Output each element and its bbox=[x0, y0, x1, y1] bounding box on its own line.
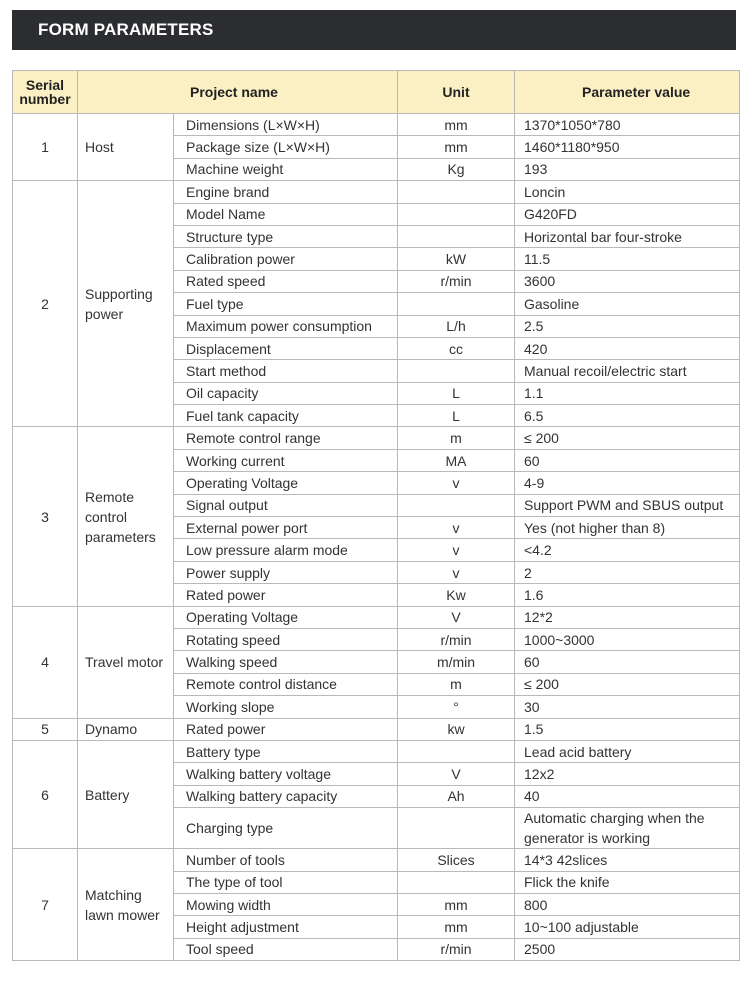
parameter-value-cell: <4.2 bbox=[515, 539, 740, 561]
serial-number-cell: 5 bbox=[13, 718, 78, 740]
serial-number-cell: 6 bbox=[13, 740, 78, 848]
parameter-name-cell: Power supply bbox=[174, 561, 398, 583]
parameter-name-cell: The type of tool bbox=[174, 871, 398, 893]
unit-cell: v bbox=[398, 539, 515, 561]
group-name-cell: Dynamo bbox=[78, 718, 174, 740]
serial-number-cell: 3 bbox=[13, 427, 78, 606]
parameter-name-cell: Number of tools bbox=[174, 849, 398, 871]
unit-cell: L/h bbox=[398, 315, 515, 337]
parameter-name-cell: Engine brand bbox=[174, 181, 398, 203]
parameter-name-cell: Battery type bbox=[174, 740, 398, 762]
parameter-name-cell: Package size (L×W×H) bbox=[174, 136, 398, 158]
unit-cell bbox=[398, 203, 515, 225]
group-name-cell: Remote control parameters bbox=[78, 427, 174, 606]
parameter-name-cell: Operating Voltage bbox=[174, 472, 398, 494]
unit-cell: mm bbox=[398, 136, 515, 158]
parameter-name-cell: Rotating speed bbox=[174, 628, 398, 650]
header-project-name: Project name bbox=[78, 71, 398, 114]
unit-cell: m bbox=[398, 673, 515, 695]
parameter-name-cell: Tool speed bbox=[174, 938, 398, 960]
parameter-value-cell: Flick the knife bbox=[515, 871, 740, 893]
unit-cell bbox=[398, 360, 515, 382]
group-name-cell: Host bbox=[78, 114, 174, 181]
parameter-name-cell: Working current bbox=[174, 449, 398, 471]
parameter-name-cell: Mowing width bbox=[174, 893, 398, 915]
table-row bbox=[13, 114, 740, 136]
parameter-value-cell: 420 bbox=[515, 337, 740, 359]
parameter-name-cell: Fuel type bbox=[174, 293, 398, 315]
parameter-value-cell: Support PWM and SBUS output bbox=[515, 494, 740, 516]
parameter-value-cell: 12*2 bbox=[515, 606, 740, 628]
parameter-name-cell: Charging type bbox=[174, 808, 398, 849]
parameter-name-cell: Maximum power consumption bbox=[174, 315, 398, 337]
unit-cell: v bbox=[398, 561, 515, 583]
parameter-value-cell: Gasoline bbox=[515, 293, 740, 315]
parameter-value-cell: 14*3 42slices bbox=[515, 849, 740, 871]
unit-cell: mm bbox=[398, 114, 515, 136]
parameter-value-cell: 1.6 bbox=[515, 584, 740, 606]
parameter-value-cell: Horizontal bar four-stroke bbox=[515, 225, 740, 247]
parameter-value-cell: ≤ 200 bbox=[515, 427, 740, 449]
parameter-value-cell: 10~100 adjustable bbox=[515, 916, 740, 938]
table-body bbox=[13, 114, 740, 961]
parameter-name-cell: Walking battery voltage bbox=[174, 763, 398, 785]
parameter-name-cell: Start method bbox=[174, 360, 398, 382]
parameter-name-cell: Rated power bbox=[174, 584, 398, 606]
unit-cell bbox=[398, 293, 515, 315]
parameter-value-cell: 2.5 bbox=[515, 315, 740, 337]
parameter-name-cell: Height adjustment bbox=[174, 916, 398, 938]
unit-cell: V bbox=[398, 606, 515, 628]
unit-cell: Slices bbox=[398, 849, 515, 871]
serial-number-cell: 2 bbox=[13, 181, 78, 427]
unit-cell: kW bbox=[398, 248, 515, 270]
parameter-value-cell: Yes (not higher than 8) bbox=[515, 517, 740, 539]
unit-cell: ° bbox=[398, 696, 515, 718]
parameter-name-cell: Fuel tank capacity bbox=[174, 405, 398, 427]
parameter-value-cell: Manual recoil/electric start bbox=[515, 360, 740, 382]
parameter-value-cell: 11.5 bbox=[515, 248, 740, 270]
table-header-row bbox=[13, 71, 740, 114]
unit-cell: MA bbox=[398, 449, 515, 471]
parameters-table bbox=[12, 70, 740, 961]
parameter-name-cell: Rated speed bbox=[174, 270, 398, 292]
parameter-value-cell: 60 bbox=[515, 449, 740, 471]
parameter-value-cell: Automatic charging when the generator is working bbox=[515, 808, 740, 849]
parameter-value-cell: 1370*1050*780 bbox=[515, 114, 740, 136]
group-name-cell: Matching lawn mower bbox=[78, 849, 174, 961]
parameter-name-cell: Signal output bbox=[174, 494, 398, 516]
table-row bbox=[13, 606, 740, 628]
header-serial-number: Serial number bbox=[13, 71, 78, 114]
parameter-value-cell: 800 bbox=[515, 893, 740, 915]
parameter-name-cell: Structure type bbox=[174, 225, 398, 247]
table-row bbox=[13, 718, 740, 740]
header-parameter-value: Parameter value bbox=[515, 71, 740, 114]
table-row bbox=[13, 849, 740, 871]
parameter-value-cell: 2 bbox=[515, 561, 740, 583]
parameter-name-cell: Model Name bbox=[174, 203, 398, 225]
unit-cell: m/min bbox=[398, 651, 515, 673]
parameter-name-cell: Operating Voltage bbox=[174, 606, 398, 628]
parameter-name-cell: Working slope bbox=[174, 696, 398, 718]
group-name-cell: Travel motor bbox=[78, 606, 174, 718]
table-row bbox=[13, 181, 740, 203]
unit-cell bbox=[398, 740, 515, 762]
unit-cell: mm bbox=[398, 893, 515, 915]
parameter-name-cell: Walking battery capacity bbox=[174, 785, 398, 807]
header-unit: Unit bbox=[398, 71, 515, 114]
unit-cell: Kg bbox=[398, 158, 515, 180]
unit-cell: r/min bbox=[398, 270, 515, 292]
parameter-name-cell: Rated power bbox=[174, 718, 398, 740]
unit-cell: v bbox=[398, 517, 515, 539]
parameter-value-cell: 1.1 bbox=[515, 382, 740, 404]
serial-number-cell: 4 bbox=[13, 606, 78, 718]
parameter-value-cell: 3600 bbox=[515, 270, 740, 292]
parameter-value-cell: Loncin bbox=[515, 181, 740, 203]
unit-cell: L bbox=[398, 382, 515, 404]
parameter-value-cell: Lead acid battery bbox=[515, 740, 740, 762]
unit-cell bbox=[398, 871, 515, 893]
unit-cell bbox=[398, 494, 515, 516]
parameter-name-cell: Walking speed bbox=[174, 651, 398, 673]
parameter-name-cell: Calibration power bbox=[174, 248, 398, 270]
parameter-name-cell: Oil capacity bbox=[174, 382, 398, 404]
group-name-cell: Battery bbox=[78, 740, 174, 848]
serial-number-cell: 7 bbox=[13, 849, 78, 961]
parameter-name-cell: Machine weight bbox=[174, 158, 398, 180]
parameter-value-cell: 40 bbox=[515, 785, 740, 807]
unit-cell: kw bbox=[398, 718, 515, 740]
unit-cell: V bbox=[398, 763, 515, 785]
table-row bbox=[13, 427, 740, 449]
table-row bbox=[13, 740, 740, 762]
parameter-value-cell: 1000~3000 bbox=[515, 628, 740, 650]
parameter-name-cell: Dimensions (L×W×H) bbox=[174, 114, 398, 136]
parameter-name-cell: Low pressure alarm mode bbox=[174, 539, 398, 561]
unit-cell: v bbox=[398, 472, 515, 494]
unit-cell bbox=[398, 225, 515, 247]
group-name-cell: Supporting power bbox=[78, 181, 174, 427]
parameter-name-cell: Displacement bbox=[174, 337, 398, 359]
unit-cell: Kw bbox=[398, 584, 515, 606]
parameter-value-cell: 60 bbox=[515, 651, 740, 673]
parameter-value-cell: G420FD bbox=[515, 203, 740, 225]
parameter-value-cell: 1460*1180*950 bbox=[515, 136, 740, 158]
parameter-value-cell: 12x2 bbox=[515, 763, 740, 785]
parameter-value-cell: 6.5 bbox=[515, 405, 740, 427]
parameter-name-cell: Remote control range bbox=[174, 427, 398, 449]
unit-cell bbox=[398, 808, 515, 849]
page-title: FORM PARAMETERS bbox=[38, 20, 214, 39]
serial-number-cell: 1 bbox=[13, 114, 78, 181]
unit-cell bbox=[398, 181, 515, 203]
unit-cell: mm bbox=[398, 916, 515, 938]
parameter-value-cell: 1.5 bbox=[515, 718, 740, 740]
unit-cell: r/min bbox=[398, 628, 515, 650]
header-banner bbox=[12, 10, 736, 50]
parameter-name-cell: External power port bbox=[174, 517, 398, 539]
parameter-name-cell: Remote control distance bbox=[174, 673, 398, 695]
parameter-value-cell: ≤ 200 bbox=[515, 673, 740, 695]
unit-cell: cc bbox=[398, 337, 515, 359]
unit-cell: r/min bbox=[398, 938, 515, 960]
parameter-value-cell: 30 bbox=[515, 696, 740, 718]
parameter-value-cell: 2500 bbox=[515, 938, 740, 960]
unit-cell: L bbox=[398, 405, 515, 427]
parameter-value-cell: 4-9 bbox=[515, 472, 740, 494]
unit-cell: Ah bbox=[398, 785, 515, 807]
parameter-value-cell: 193 bbox=[515, 158, 740, 180]
unit-cell: m bbox=[398, 427, 515, 449]
